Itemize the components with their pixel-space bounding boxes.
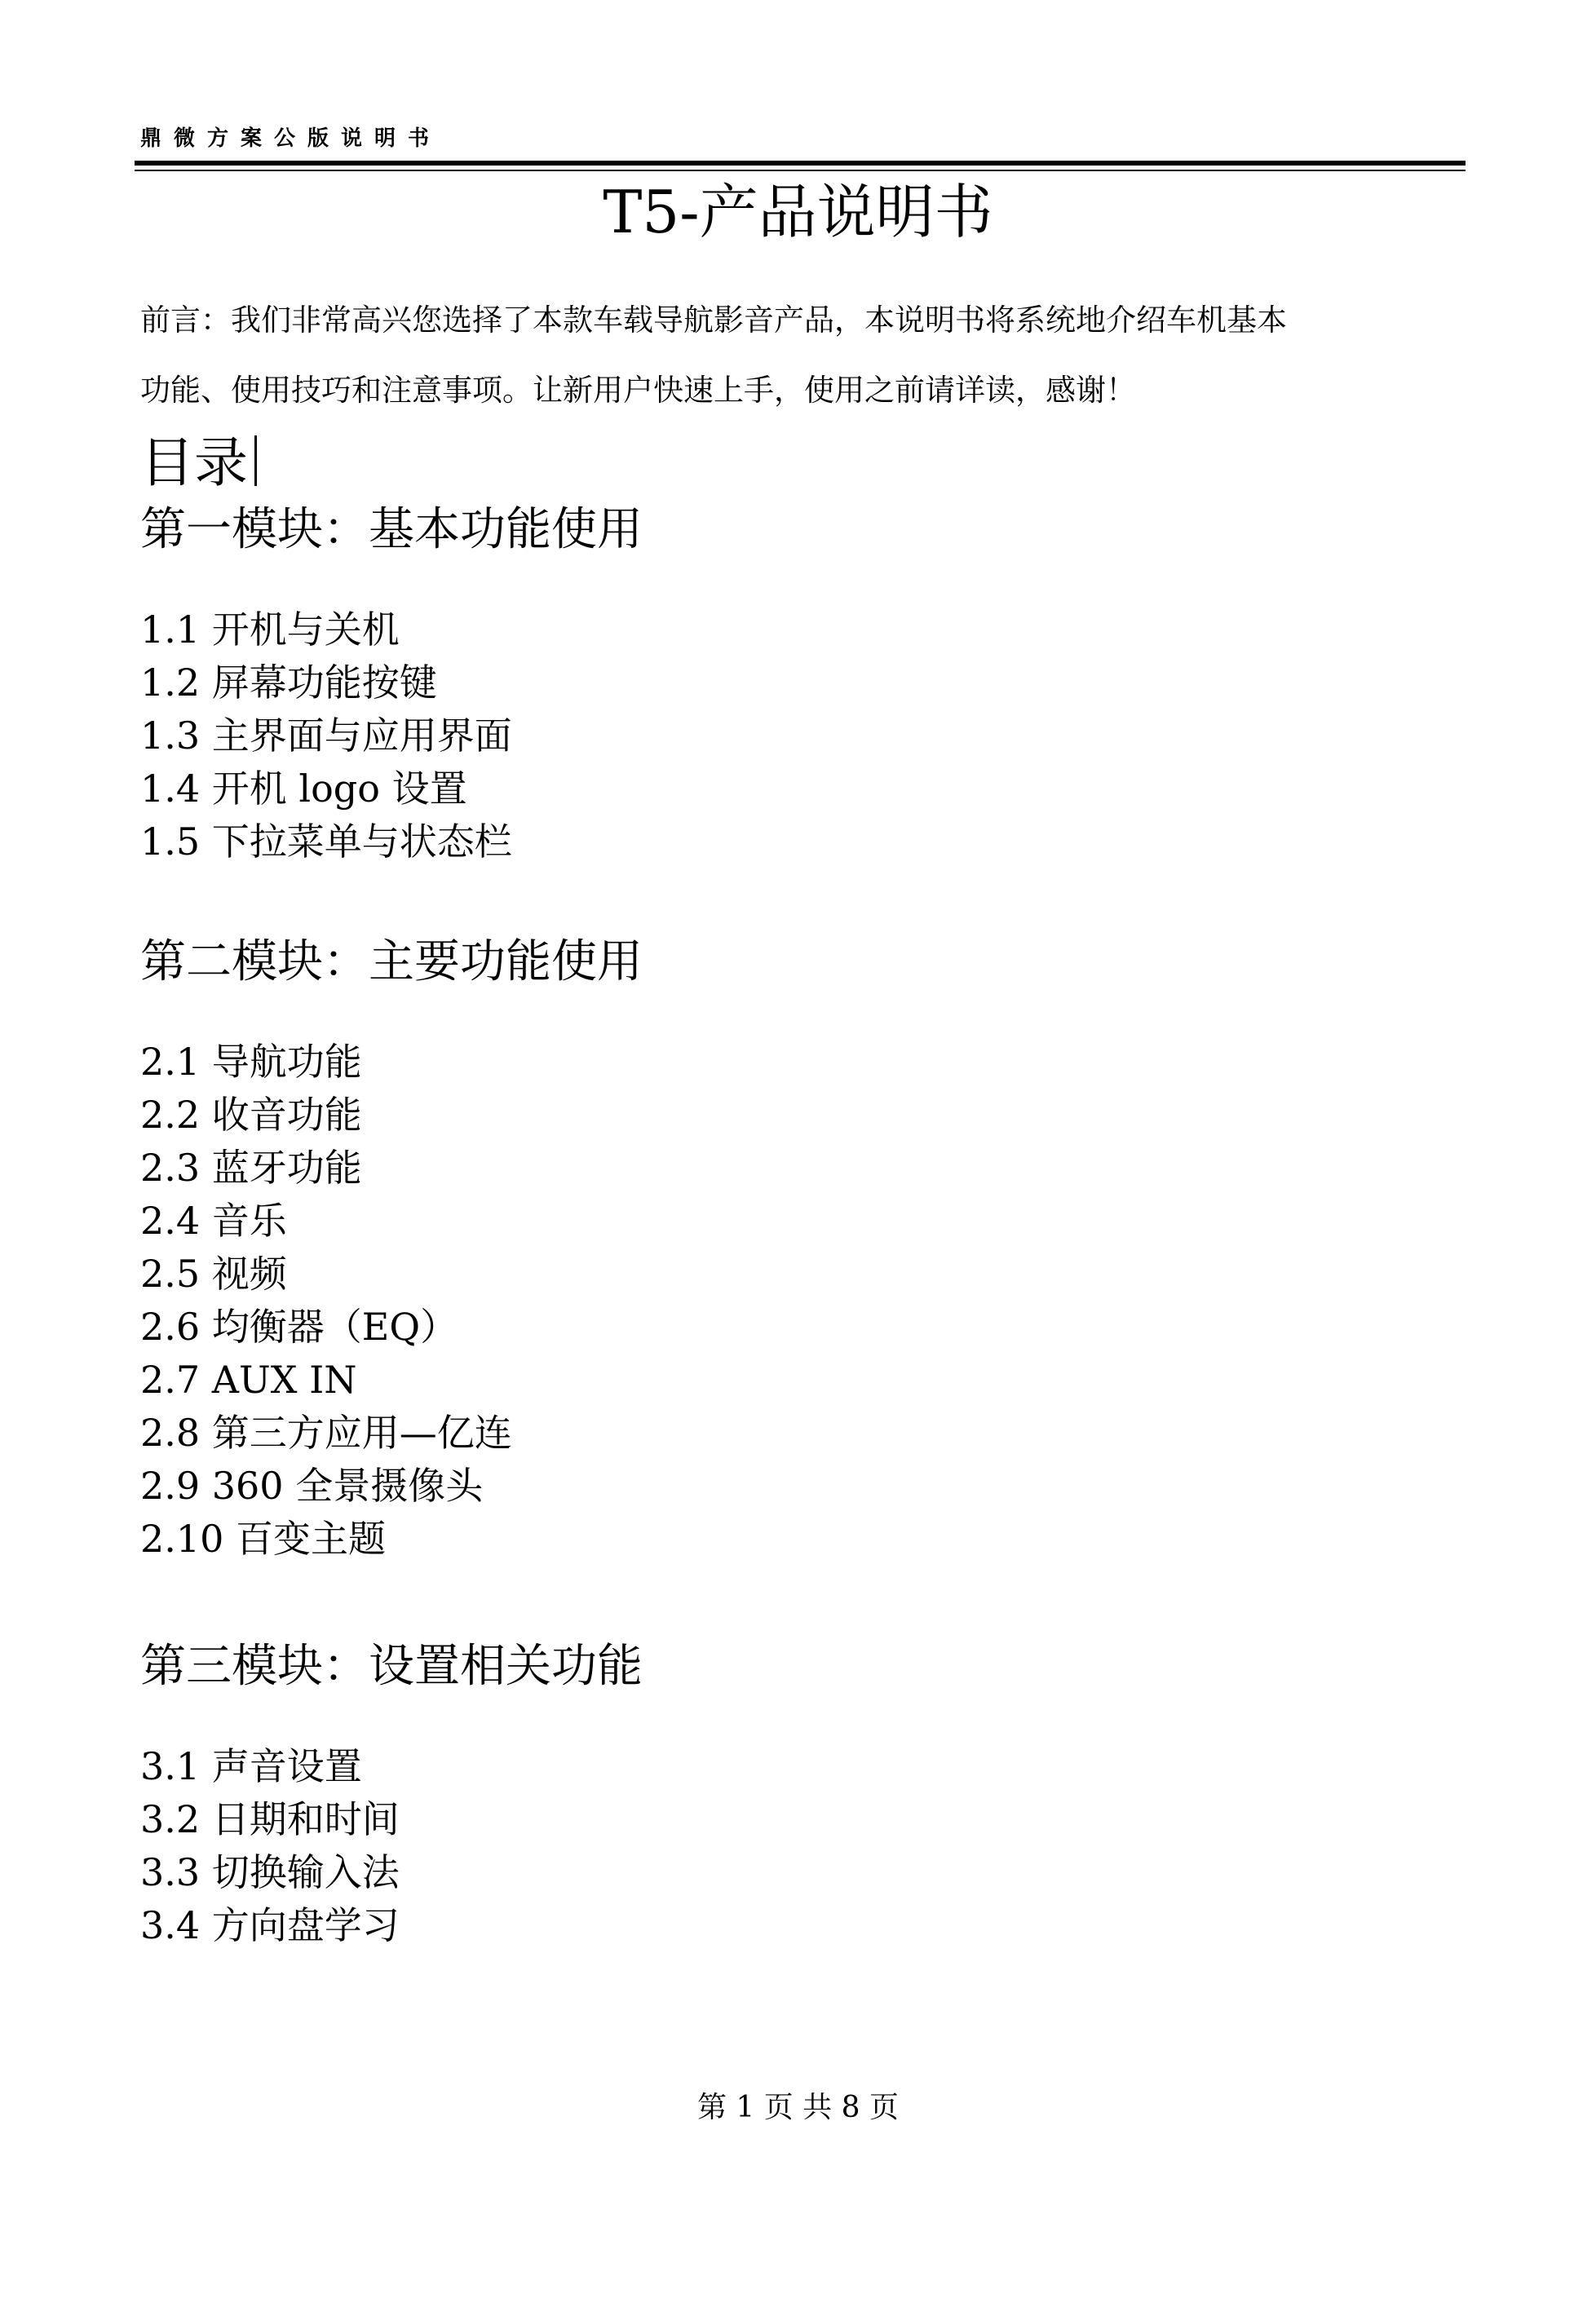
toc-item: 1.1 开机与关机 xyxy=(140,608,400,652)
module-item-list xyxy=(140,1036,643,1566)
header-rule-thick xyxy=(135,161,1466,166)
toc-module-3 xyxy=(140,1634,643,1952)
module-item-list xyxy=(140,603,643,868)
preface-line: 功能、使用技巧和注意事项。让新用户快速上手，使用之前请详读，感谢！ xyxy=(140,373,1136,408)
toc-item: 2.10 百变主题 xyxy=(140,1517,387,1561)
page-footer: 第 1 页 共 8 页 xyxy=(696,2091,900,2124)
module-title: 第三模块：设置相关功能 xyxy=(140,1640,643,1693)
toc-item: 3.4 方向盘学习 xyxy=(140,1903,400,1947)
toc-item: 3.1 声音设置 xyxy=(140,1744,362,1788)
toc-item: 2.2 收音功能 xyxy=(140,1093,362,1137)
module-title: 第一模块：基本功能使用 xyxy=(140,503,643,556)
module-item-list xyxy=(140,1740,643,1952)
toc-item: 2.8 第三方应用—亿连 xyxy=(140,1411,512,1455)
toc-item: 2.5 视频 xyxy=(140,1252,287,1296)
document-title: T5-产品说明书 xyxy=(603,178,993,246)
toc-heading[interactable] xyxy=(140,424,257,502)
toc-item: 3.3 切换输入法 xyxy=(140,1850,400,1894)
toc-item: 2.9 360 全景摄像头 xyxy=(140,1464,484,1508)
toc-module-2 xyxy=(140,930,643,1566)
toc-item: 2.3 蓝牙功能 xyxy=(140,1146,362,1190)
preface-line: 前言：我们非常高兴您选择了本款车载导航影音产品，本说明书将系统地介绍车机基本 xyxy=(140,303,1287,338)
toc-heading-text: 目录 xyxy=(140,431,248,494)
running-header: 鼎微方案公版说明书 xyxy=(140,126,442,151)
toc-item: 1.2 屏幕功能按键 xyxy=(140,661,437,705)
toc-item: 2.7 AUX IN xyxy=(140,1358,357,1402)
toc-item: 1.3 主界面与应用界面 xyxy=(140,714,512,758)
toc-item: 2.4 音乐 xyxy=(140,1199,287,1243)
toc-module-1 xyxy=(140,497,643,868)
module-title: 第二模块：主要功能使用 xyxy=(140,935,643,988)
toc-item: 3.2 日期和时间 xyxy=(140,1797,400,1841)
preface-paragraph xyxy=(140,285,1478,426)
toc-item: 2.1 导航功能 xyxy=(140,1040,362,1084)
text-cursor-caret xyxy=(254,435,257,486)
toc-item: 1.5 下拉菜单与状态栏 xyxy=(140,820,512,864)
toc-item: 1.4 开机 logo 设置 xyxy=(140,767,467,811)
toc-item: 2.6 均衡器（EQ） xyxy=(140,1305,458,1349)
